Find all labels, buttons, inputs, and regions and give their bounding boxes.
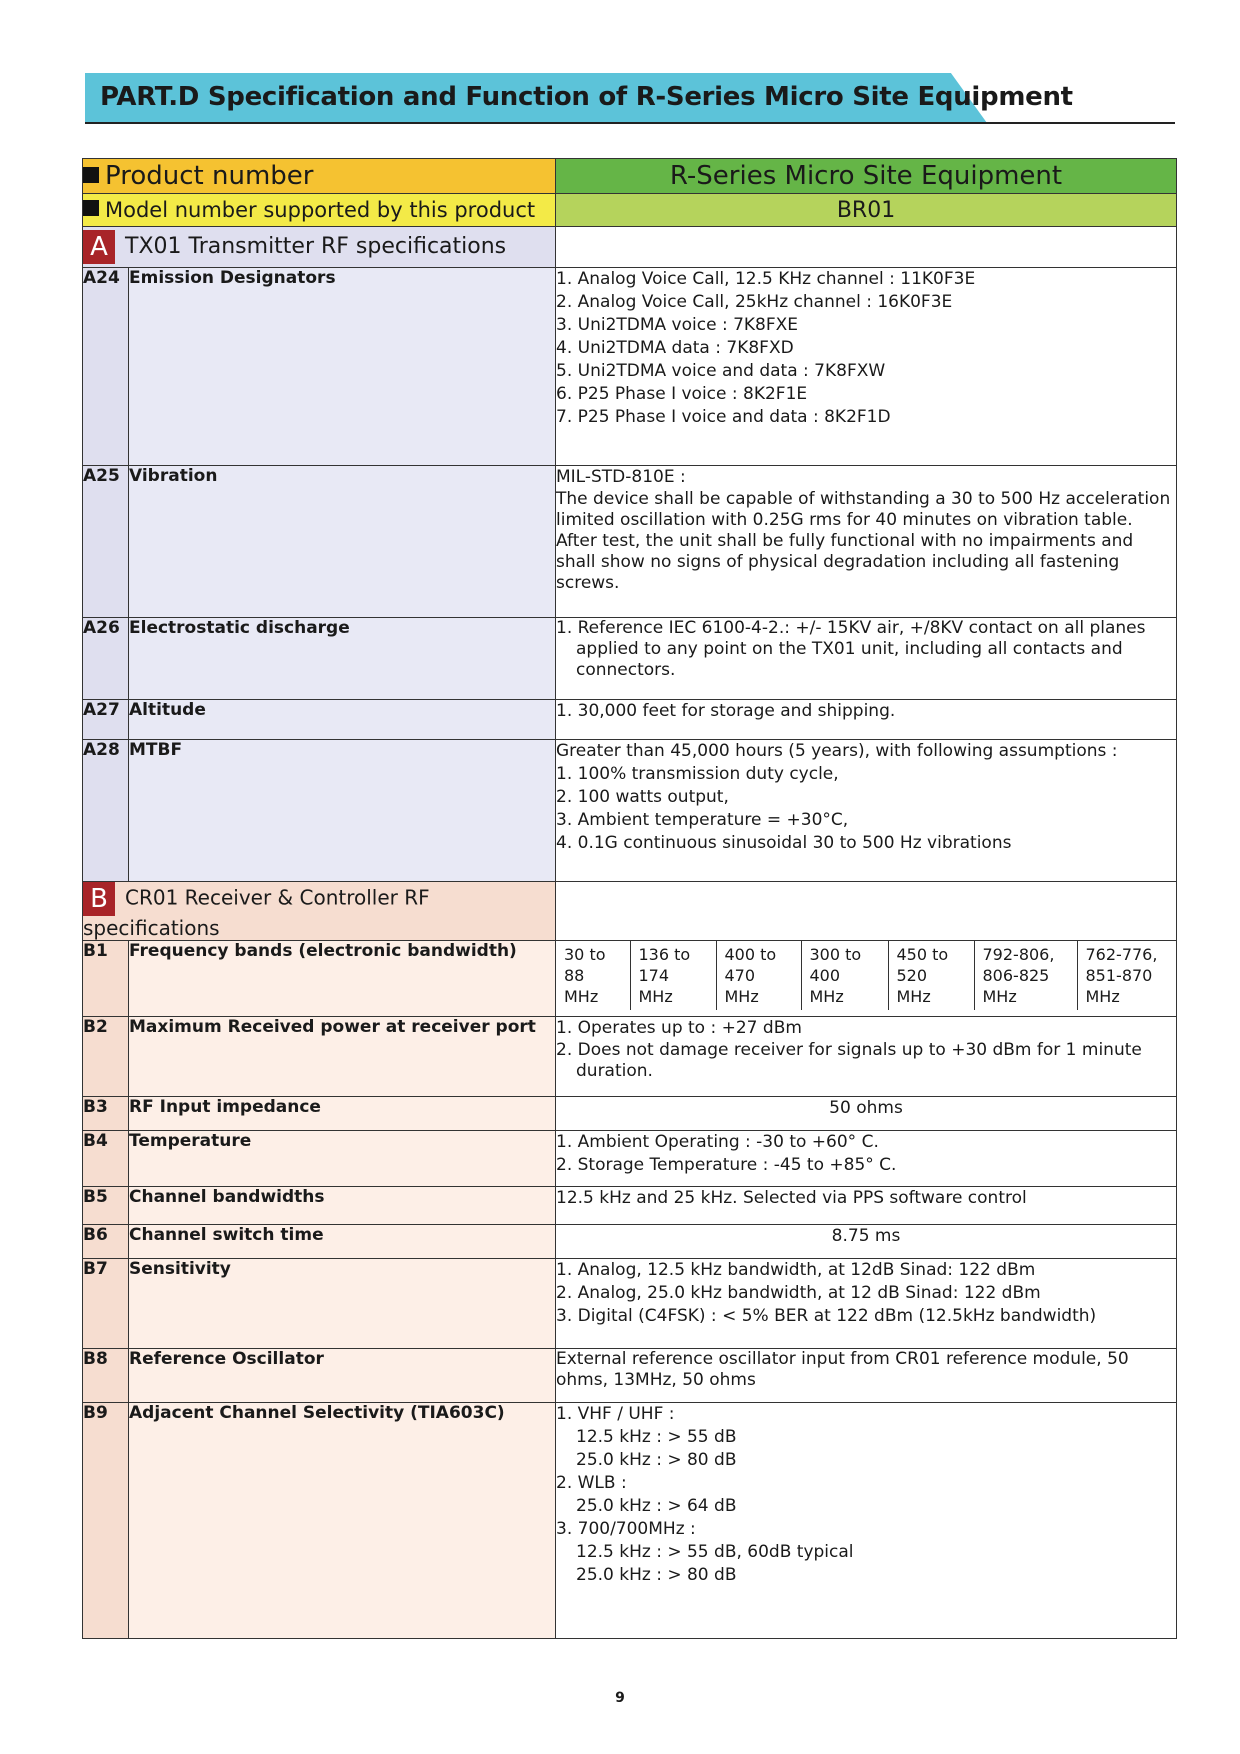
spec-label: Electrostatic discharge — [129, 618, 556, 700]
spec-row — [83, 1349, 1177, 1403]
square-bullet-icon — [83, 167, 99, 183]
spec-code: B8 — [83, 1349, 129, 1403]
spec-code: A25 — [83, 466, 129, 618]
spec-code: B6 — [83, 1225, 129, 1259]
spec-code: B9 — [83, 1403, 129, 1639]
frequency-bands-cell — [556, 941, 1177, 1017]
spec-value: 8.75 ms — [556, 1225, 1177, 1259]
band-text: 450 to — [896, 945, 949, 964]
section-b-header — [83, 882, 1177, 941]
page-number: 9 — [615, 1690, 625, 1706]
value-line: 1. Ambient Operating : -30 to +60° C. — [556, 1132, 879, 1152]
band-text: MHz — [982, 987, 1017, 1006]
spec-row — [83, 1225, 1177, 1259]
model-value: BR01 — [556, 194, 1177, 227]
band-text: MHz — [638, 987, 673, 1006]
band-cell — [716, 941, 801, 1010]
value-line: MIL-STD-810E : — [556, 467, 686, 487]
value-line: 1. Analog Voice Call, 12.5 KHz channel : 11K0F3E — [556, 269, 976, 289]
value-line: 25.0 kHz : > 80 dB — [576, 1565, 737, 1585]
page-title: PART.D Specification and Function of R-Series Micro Site Equipment — [100, 82, 1073, 112]
square-bullet-icon — [83, 200, 99, 216]
spec-value: 50 ohms — [556, 1097, 1177, 1131]
value-line: 1. VHF / UHF : — [556, 1404, 675, 1424]
spec-label: Channel bandwidths — [129, 1187, 556, 1225]
band-text: MHz — [809, 987, 844, 1006]
value-line: Greater than 45,000 hours (5 years), with following assumptions : — [556, 741, 1118, 761]
band-text: 174 — [638, 966, 670, 985]
value-line: 4. Uni2TDMA data : 7K8FXD — [556, 338, 794, 358]
spec-value — [556, 740, 1177, 882]
title-rule — [85, 122, 1175, 124]
spec-table — [82, 158, 1177, 1639]
band-text: MHz — [1085, 987, 1120, 1006]
value-line: 25.0 kHz : > 80 dB — [576, 1450, 737, 1470]
spec-value — [556, 618, 1177, 700]
value-line: 12.5 kHz : > 55 dB — [576, 1427, 737, 1447]
spec-row — [83, 700, 1177, 740]
spec-label: Emission Designators — [129, 268, 556, 466]
value-line: 4. 0.1G continuous sinusoidal 30 to 500 Hz vibrations — [556, 833, 1012, 853]
section-b-empty-cell — [556, 882, 1177, 941]
spec-label: Reference Oscillator — [129, 1349, 556, 1403]
value-line: External reference oscillator input from CR01 reference module, 50 ohms, 13MHz, 50 ohms — [556, 1349, 1129, 1390]
spec-value — [556, 1403, 1177, 1639]
section-a-empty-cell — [556, 227, 1177, 268]
spec-row — [83, 740, 1177, 882]
spec-label: Vibration — [129, 466, 556, 618]
spec-label: RF Input impedance — [129, 1097, 556, 1131]
section-a-header — [83, 227, 1177, 268]
value-line: 1. 100% transmission duty cycle, — [556, 764, 839, 784]
band-text: MHz — [724, 987, 759, 1006]
spec-value — [556, 1131, 1177, 1187]
value-line: 6. P25 Phase I voice : 8K2F1E — [556, 384, 808, 404]
spec-row — [83, 1017, 1177, 1097]
spec-code: B5 — [83, 1187, 129, 1225]
value-line: 3. Digital (C4FSK) : < 5% BER at 122 dBm (12.5kHz bandwidth) — [556, 1306, 1097, 1326]
spec-row — [83, 466, 1177, 618]
spec-label: Sensitivity — [129, 1259, 556, 1349]
spec-code: B4 — [83, 1131, 129, 1187]
spec-value — [556, 1017, 1177, 1097]
value-line: 25.0 kHz : > 64 dB — [576, 1496, 737, 1516]
band-text: 136 to — [638, 945, 691, 964]
model-label: Model number supported by this product — [105, 198, 536, 222]
product-number-label-cell — [83, 159, 556, 194]
band-text: MHz — [564, 987, 599, 1006]
spec-row — [83, 618, 1177, 700]
value-line: 2. 100 watts output, — [556, 787, 729, 807]
section-a-badge: A — [83, 230, 115, 264]
value-line: 1. Analog, 12.5 kHz bandwidth, at 12dB Sinad: 122 dBm — [556, 1260, 1036, 1280]
value-line: 7. P25 Phase I voice and data : 8K2F1D — [556, 407, 891, 427]
spec-value — [556, 1349, 1177, 1403]
value-line: 12.5 kHz : > 55 dB, 60dB typical — [576, 1542, 854, 1562]
spec-label: Frequency bands (electronic bandwidth) — [129, 941, 556, 1017]
value-line: 1. 30,000 feet for storage and shipping. — [556, 701, 896, 721]
band-text: 520 — [896, 966, 928, 985]
value-line: 1. Operates up to : +27 dBm — [556, 1018, 802, 1038]
band-cell — [630, 941, 716, 1010]
value-line: 2. Analog, 25.0 kHz bandwidth, at 12 dB Sinad: 122 dBm — [556, 1283, 1041, 1303]
spec-row — [83, 1097, 1177, 1131]
band-text: MHz — [896, 987, 931, 1006]
band-text: 400 — [809, 966, 841, 985]
band-cell — [974, 941, 1077, 1010]
band-text: 851-870 — [1085, 966, 1153, 985]
product-number-label: Product number — [105, 161, 314, 191]
spec-label: Altitude — [129, 700, 556, 740]
spec-value: 12.5 kHz and 25 kHz. Selected via PPS software control — [556, 1187, 1177, 1225]
spec-label: Channel switch time — [129, 1225, 556, 1259]
value-line: The device shall be capable of withstanding a 30 to 500 Hz acceleration limited oscillation with 0.25G rms for 40 minutes on vibration table. After test, the unit shall be fully functional with no impairments and shall show no signs of physical degradation including all fastening screws. — [556, 489, 1171, 593]
value-line: 2. WLB : — [556, 1473, 627, 1493]
spec-code: B3 — [83, 1097, 129, 1131]
spec-label: MTBF — [129, 740, 556, 882]
product-number-value: R-Series Micro Site Equipment — [556, 159, 1177, 194]
spec-row — [83, 1187, 1177, 1225]
value-line: 2. Analog Voice Call, 25kHz channel : 16K0F3E — [556, 292, 953, 312]
spec-code: A24 — [83, 268, 129, 466]
value-line: 2. Storage Temperature : -45 to +85° C. — [556, 1155, 897, 1175]
band-cell — [888, 941, 974, 1010]
section-a-title: TX01 Transmitter RF specifications — [125, 234, 507, 259]
spec-row — [83, 268, 1177, 466]
band-cell — [556, 941, 630, 1010]
spec-code: A27 — [83, 700, 129, 740]
band-text: 30 to — [564, 945, 606, 964]
spec-value — [556, 700, 1177, 740]
spec-row — [83, 941, 1177, 1017]
band-cell — [1077, 941, 1177, 1010]
spec-row — [83, 1259, 1177, 1349]
spec-label: Maximum Received power at receiver port — [129, 1017, 556, 1097]
spec-row — [83, 1403, 1177, 1639]
value-line: 3. Ambient temperature = +30°C, — [556, 810, 849, 830]
model-label-cell — [83, 194, 556, 227]
spec-code: B7 — [83, 1259, 129, 1349]
spec-code: B1 — [83, 941, 129, 1017]
spec-label: Adjacent Channel Selectivity (TIA603C) — [129, 1403, 556, 1639]
spec-value — [556, 466, 1177, 618]
frequency-bands-table — [556, 941, 1177, 1010]
spec-value — [556, 268, 1177, 466]
section-b-badge: B — [83, 882, 115, 916]
band-text: 300 to — [809, 945, 862, 964]
model-row — [83, 194, 1177, 227]
product-number-row — [83, 159, 1177, 194]
band-cell — [801, 941, 888, 1010]
spec-row — [83, 1131, 1177, 1187]
spec-value — [556, 1259, 1177, 1349]
value-line: 3. Uni2TDMA voice : 7K8FXE — [556, 315, 799, 335]
spec-code: B2 — [83, 1017, 129, 1097]
value-line: 2. Does not damage receiver for signals up to +30 dBm for 1 minute duration. — [556, 1040, 1142, 1081]
value-line: 1. Reference IEC 6100-4-2.: +/- 15KV air, +/8KV contact on all planes applied to any point on the TX01 unit, including all contacts and connectors. — [556, 618, 1146, 680]
band-text: 792-806, — [982, 945, 1055, 964]
band-text: 400 to — [724, 945, 777, 964]
band-text: 470 — [724, 966, 756, 985]
band-text: 806-825 — [982, 966, 1050, 985]
value-line: 3. 700/700MHz : — [556, 1519, 696, 1539]
spec-label: Temperature — [129, 1131, 556, 1187]
value-line: 5. Uni2TDMA voice and data : 7K8FXW — [556, 361, 886, 381]
spec-code: A26 — [83, 618, 129, 700]
band-text: 88 — [564, 966, 585, 985]
band-text: 762-776, — [1085, 945, 1158, 964]
section-b-title: CR01 Receiver & Controller RF specifications — [83, 885, 430, 940]
spec-code: A28 — [83, 740, 129, 882]
